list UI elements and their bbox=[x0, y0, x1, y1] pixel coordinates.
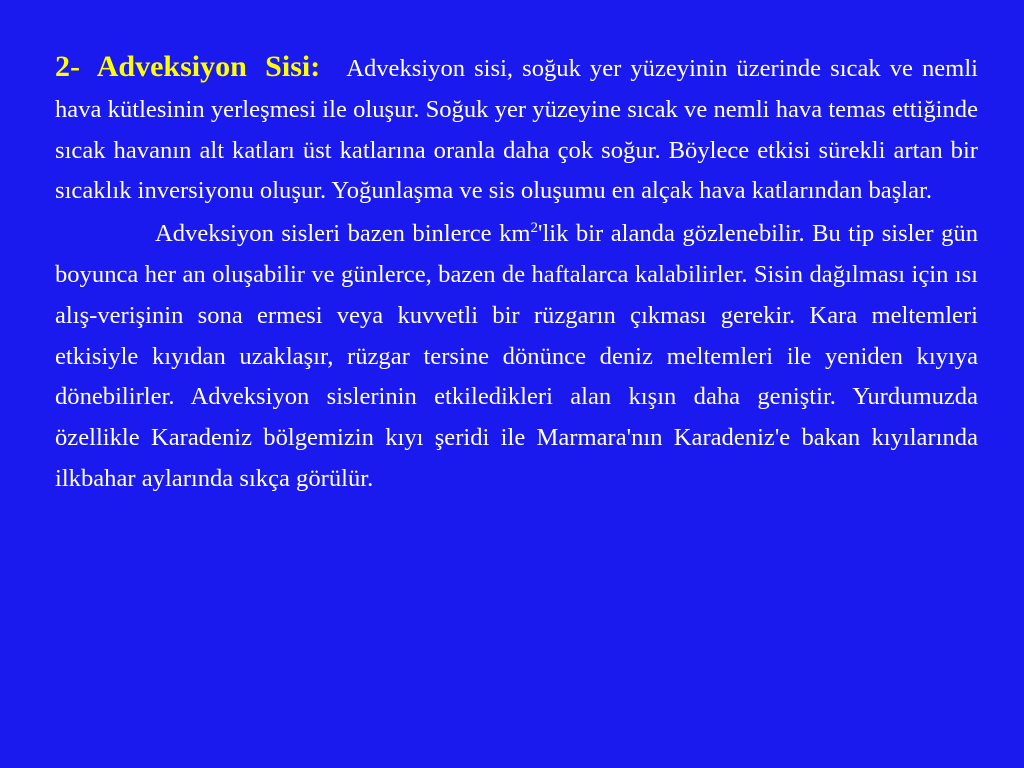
unit-superscript: 2 bbox=[530, 220, 539, 237]
paragraph-1 bbox=[55, 47, 978, 212]
paragraph-2-text-start: Adveksiyon sisleri bazen binlerce km bbox=[155, 220, 531, 248]
paragraph-2 bbox=[55, 214, 978, 500]
slide-heading: 2- Adveksiyon Sisi: bbox=[55, 50, 321, 83]
paragraph-1-text: Adveksiyon sisi, soğuk yer yüzeyinin üzerinde sıcak ve nemli hava kütlesinin yerleşmesi ile oluşur. Soğuk yer yüzeyine sıcak ve nemli hava temas ettiğinde sıcak havanın alt katları üst katlarına oranla daha çok soğur. Böylece etkisi sürekli artan bir sıcaklık inversiyonu oluşur. Yoğunlaşma ve sis oluşumu en alçak hava katlarından başlar. bbox=[55, 55, 978, 205]
paragraph-2-text-rest: 'lik bir alanda gözlenebilir. Bu tip sisler gün boyunca her an oluşabilir ve günlerce, bazen de haftalarca kalabilirler. Sisin dağılması için ısı alış-verişinin sona ermesi veya kuvvetli bir rüzgarın çıkması gerekir. Kara meltemleri etkisiyle kıyıdan uzaklaşır, rüzgar tersine dönünce deniz meltemleri ile yeniden kıyıya dönebilirler. Adveksiyon sislerinin etkiledikleri alan kışın daha geniştir. Yurdumuzda özellikle Karadeniz bölgemizin kıyı şeridi ile Marmara'nın Karadeniz'e bakan kıyılarında ilkbahar aylarında sıkça görülür. bbox=[55, 220, 978, 492]
